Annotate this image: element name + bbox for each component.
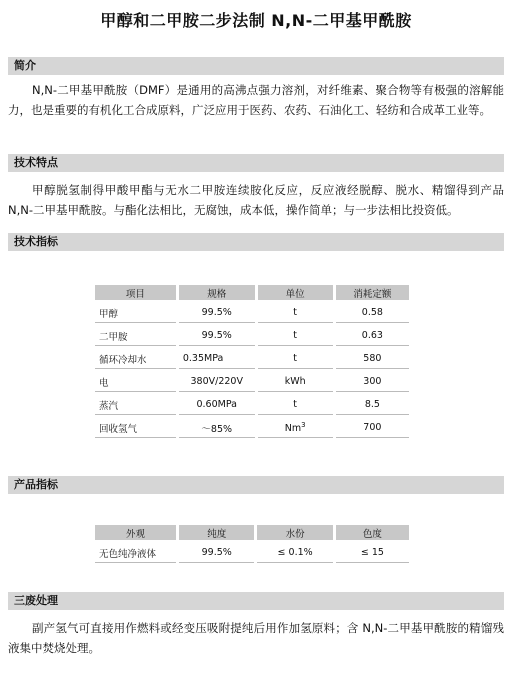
table-row [95,349,409,369]
unit-superscript: 3 [301,420,306,429]
table-cell: 无色纯净液体 [95,543,176,563]
table-cell: 700 [336,418,409,438]
table-cell: 0.63 [336,326,409,346]
table-row [95,395,409,415]
section-heading-features: 技术特点 [8,154,504,172]
column-header: 单位 [258,285,333,300]
table-cell: 99.5% [179,543,254,563]
column-header: 规格 [179,285,255,300]
table-cell: 二甲胺 [95,326,176,346]
table-row [95,418,409,438]
section-heading-waste: 三废处理 [8,592,504,610]
table-cell: 回收氢气 [95,418,176,438]
table-cell: t [258,326,333,346]
column-header: 项目 [95,285,176,300]
table-cell: ≤ 0.1% [257,543,332,563]
table-header-row [95,285,409,300]
page-title: 甲醇和二甲胺二步法制 N,N-二甲基甲酰胺 [100,11,412,30]
section-heading-tech-specs: 技术指标 [8,233,504,251]
table-cell: 甲醇 [95,303,176,323]
table-cell: 99.5% [179,326,255,346]
product-spec-table [92,522,412,566]
column-header: 纯度 [179,525,254,540]
unit-text: Nm [284,423,302,435]
table-cell: 0.35MPa [179,349,255,369]
table-row [95,372,409,392]
column-header: 消耗定额 [336,285,409,300]
table-row [95,543,409,563]
table-cell: 380V/220V [179,372,255,392]
table-cell: 电 [95,372,176,392]
table-cell: kWh [258,372,333,392]
table-cell: ≤ 15 [336,543,409,563]
column-header: 色度 [336,525,409,540]
waste-paragraph: 副产氢气可直接用作燃料或经变压吸附提纯后用作加氢原料；含 N,N-二甲基甲酰胺的精馏残液集中焚烧处理。 [8,621,504,655]
table-cell: t [258,303,333,323]
table-cell: t [258,395,333,415]
tech-spec-table [92,282,412,441]
intro-paragraph: N,N-二甲基甲酰胺（DMF）是通用的高沸点强力溶剂，对纤维素、聚合物等有极强的溶解能力，也是重要的有机化工合成原料，广泛应用于医药、农药、石油化工、轻纺和合成革工业等。 [8,83,504,117]
table-cell: 循环冷却水 [95,349,176,369]
table-row [95,326,409,346]
table-cell [258,418,333,438]
table-cell: 0.58 [336,303,409,323]
section-heading-intro: 简介 [8,57,504,75]
table-cell: 580 [336,349,409,369]
table-cell: 0.60MPa [179,395,255,415]
table-cell: 8.5 [336,395,409,415]
table-cell: 300 [336,372,409,392]
column-header: 外观 [95,525,176,540]
features-paragraph: 甲醇脱氢制得甲酸甲酯与无水二甲胺连续胺化反应，反应液经脱醇、脱水、精馏得到产品N,N-二甲基甲酰胺。与酯化法相比，无腐蚀，成本低，操作简单；与一步法相比投资低。 [8,183,504,217]
table-cell: 蒸汽 [95,395,176,415]
table-cell: ～85% [179,418,255,438]
table-row [95,303,409,323]
table-cell: 99.5% [179,303,255,323]
section-heading-product: 产品指标 [8,476,504,494]
table-cell: t [258,349,333,369]
column-header: 水份 [257,525,332,540]
table-header-row [95,525,409,540]
